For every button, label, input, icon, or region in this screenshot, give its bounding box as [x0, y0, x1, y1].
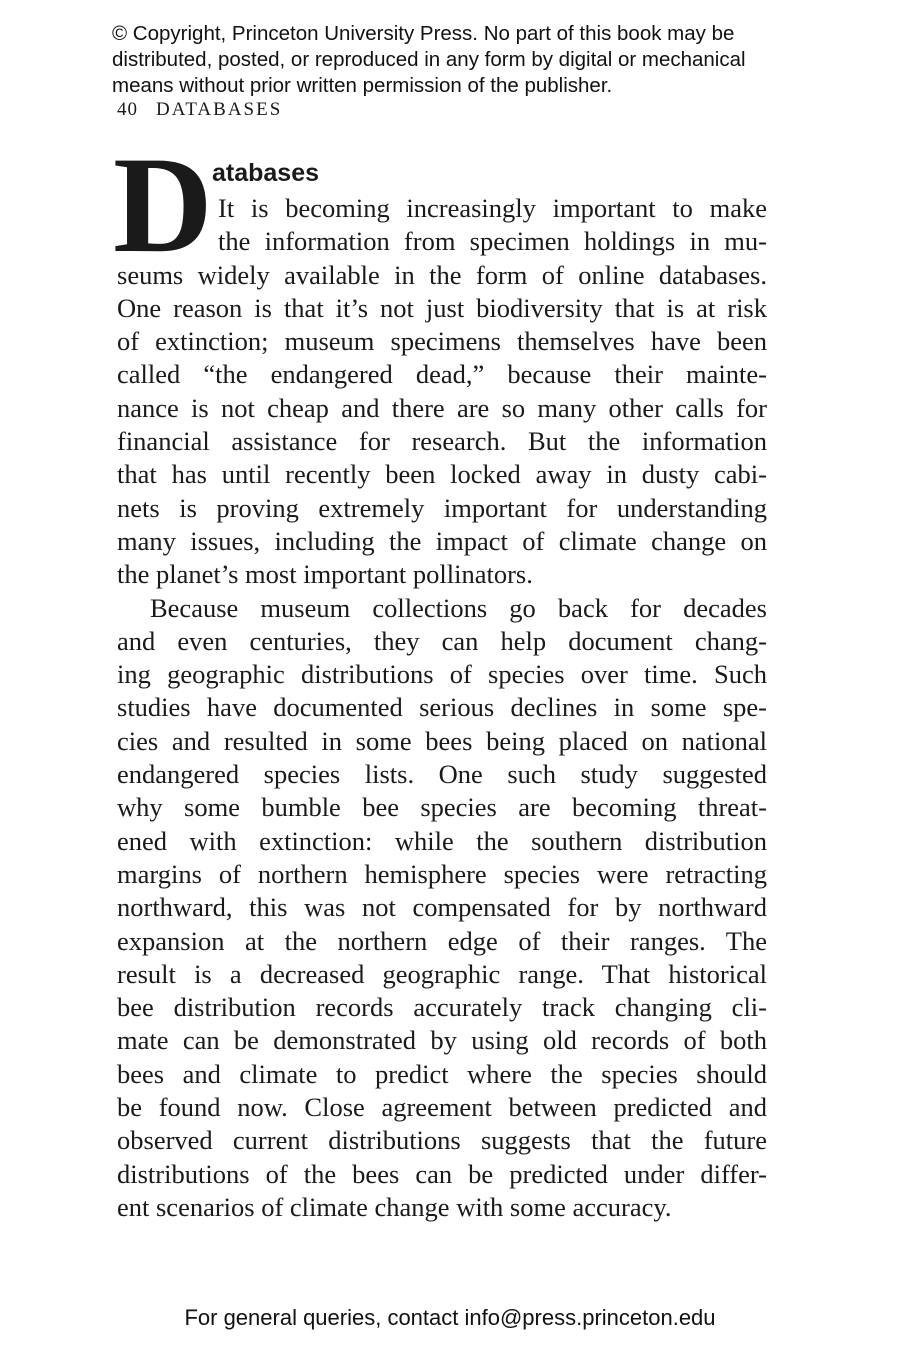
body-line: distributions of the bees can be predicted under differ- [117, 1158, 767, 1189]
copyright-line: distributed, posted, or reproduced in any form by digital or mechanical [112, 48, 746, 71]
drop-cap: D [113, 128, 213, 281]
page-number: 40 [117, 99, 138, 120]
body-line: and even centuries, they can help document chang- [117, 625, 767, 656]
body-line: expansion at the northern edge of their ranges. The [117, 925, 767, 956]
body-line: studies have documented serious declines in some spe- [117, 692, 767, 723]
body-line: financial assistance for research. But the information [117, 426, 767, 457]
body-line: be found now. Close agreement between predicted and [117, 1092, 767, 1123]
body-line: margins of northern hemisphere species were retracting [117, 858, 767, 889]
body-line: nance is not cheap and there are so many other calls for [117, 392, 767, 423]
body-line: It is becoming increasingly important to make [218, 193, 767, 223]
body-line: result is a decreased geographic range. That historical [117, 958, 767, 989]
body-line: mate can be demonstrated by using old records of both [117, 1025, 767, 1056]
body-line: bee distribution records accurately track changing cli- [117, 992, 767, 1023]
body-text [117, 192, 767, 1224]
copyright-line: © Copyright, Princeton University Press. No part of this book may be [112, 22, 735, 45]
body-line: called “the endangered dead,” because their mainte- [117, 359, 767, 390]
body-line: ent scenarios of climate change with some accuracy. [117, 1191, 672, 1222]
copyright-notice [112, 21, 802, 99]
body-line: nets is proving extremely important for understanding [117, 492, 767, 523]
body-line: endangered species lists. One such study suggested [117, 759, 767, 790]
body-line: why some bumble bee species are becoming threat- [117, 792, 767, 823]
section-heading: atabases [212, 159, 320, 187]
body-line: cies and resulted in some bees being placed on national [117, 725, 767, 756]
body-line: of extinction; museum specimens themselves have been [117, 326, 767, 357]
body-line: ing geographic distributions of species over time. Such [117, 659, 767, 690]
body-line: the planet’s most important pollinators. [117, 559, 533, 590]
body-line: seums widely available in the form of online databases. [117, 259, 767, 290]
body-line: Because museum collections go back for decades [150, 592, 767, 623]
body-line: observed current distributions suggests that the future [117, 1125, 767, 1156]
footer-contact: For general queries, contact info@press.princeton.edu [184, 1305, 716, 1330]
body-line: One reason is that it’s not just biodiversity that is at risk [117, 292, 767, 323]
body-line: that has until recently been locked away in dusty cabi- [117, 459, 767, 490]
copyright-line: means without prior written permission of the publisher. [112, 74, 613, 97]
body-line: bees and climate to predict where the species should [117, 1058, 767, 1089]
running-head-section: DATABASES [156, 99, 283, 120]
body-line: ened with extinction: while the southern distribution [117, 825, 767, 856]
body-line: the information from specimen holdings in mu- [218, 226, 767, 257]
body-line: many issues, including the impact of climate change on [117, 525, 767, 556]
body-line: northward, this was not compensated for by northward [117, 892, 767, 923]
running-head [117, 98, 282, 122]
